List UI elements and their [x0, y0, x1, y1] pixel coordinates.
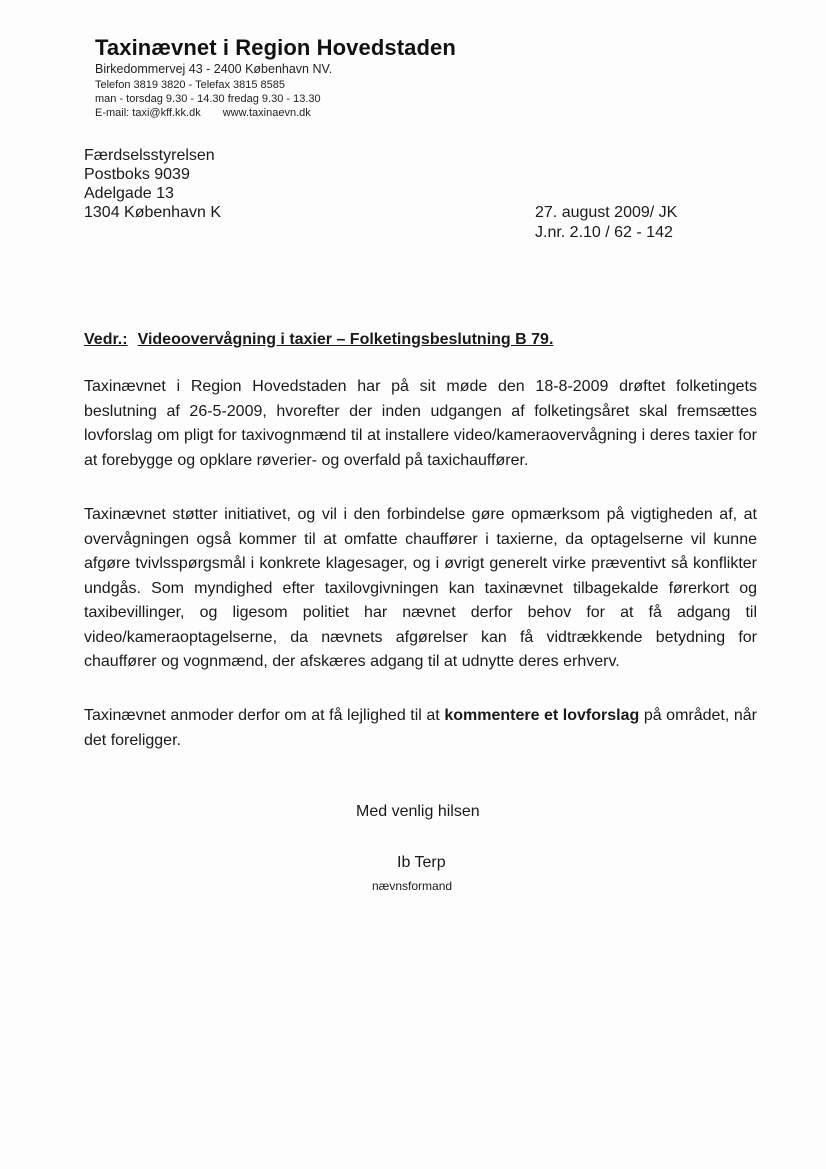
letterhead-title: Taxinævnet i Region Hovedstaden — [95, 35, 456, 60]
paragraph-3-end: på området, når det foreligger. — [84, 707, 757, 749]
signer-title: nævnsformand — [372, 879, 453, 893]
journal-number: J.nr. 2.10 / 62 - 142 — [535, 224, 673, 241]
recipient-street: Adelgade 13 — [84, 185, 174, 202]
paragraph-3-emphasis: kommentere et lovforslag — [444, 707, 640, 724]
letter-date: 27. august 2009/ JK — [535, 204, 678, 221]
letterhead-address: Birkedommervej 43 - 2400 København NV. — [95, 62, 333, 76]
paragraph-3-start: Taxinævnet anmoder derfor om at få lejlighed til at — [84, 707, 445, 724]
body-paragraph-2: Taxinævnet støtter initiativet, og vil i den forbindelse gøre opmærksom på vigtigheden af, at overvågningen også kommer til at omfatte chauffører i taxierne, da optagelserne vil kunne afgøre tvivlsspørgsmål i konkrete klagesager, og i øvrigt generelt virke præventivt så konflikter undgås. Som myndighed efter taxilovgivningen kan taxinævnet tilbagekalde førerkort og taxibevillinger, og ligesom politiet har nævnet derfor behov for at få adgang til video/kameraoptagelserne, da nævnets afgørelser kan få vidtrækkende betydning for chauffører og vognmænd, der afskæres adgang til at udnytte deres erhverv. — [84, 506, 757, 670]
date-reference-block — [535, 203, 677, 243]
body-paragraph-3 — [84, 704, 757, 753]
subject-line — [84, 331, 553, 349]
recipient-city: 1304 København K — [84, 204, 221, 221]
letterhead-contact — [95, 106, 311, 120]
letterhead-phone: Telefon 3819 3820 - Telefax 3815 8585 — [95, 79, 286, 91]
recipient-name: Færdselsstyrelsen — [84, 147, 215, 164]
letterhead-email: E-mail: taxi@kff.kk.dk — [95, 107, 201, 119]
subject-prefix: Vedr.: — [84, 331, 128, 348]
letterhead-hours: man - torsdag 9.30 - 14.30 fredag 9.30 - 13.30 — [95, 93, 321, 105]
closing-greeting: Med venlig hilsen — [356, 803, 480, 820]
letterhead-website: www.taxinaevn.dk — [222, 107, 311, 119]
body-paragraph-1: Taxinævnet i Region Hovedstaden har på sit møde den 18-8-2009 drøftet folketingets beslutning af 26-5-2009, hvorefter der inden udgangen af folketingsåret skal fremsættes lovforslag om pligt for taxivognmænd til at installere video/kameraovervågning i deres taxier for at forebygge og opklare røverier- og overfald på taxichauffører. — [84, 378, 757, 469]
subject-text: Videoovervågning i taxier – Folketingsbeslutning B 79. — [137, 331, 554, 348]
recipient-address — [84, 146, 221, 222]
signer-name: Ib Terp — [397, 854, 446, 871]
recipient-box: Postboks 9039 — [84, 166, 190, 183]
